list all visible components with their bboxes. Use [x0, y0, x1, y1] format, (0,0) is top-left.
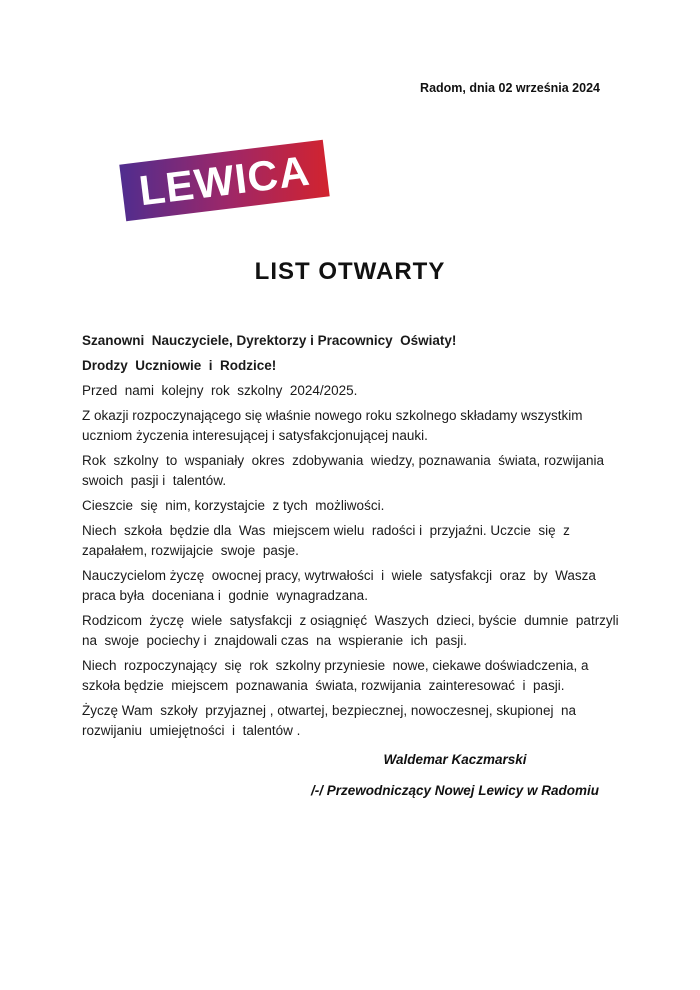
letter-title: LIST OTWARTY	[254, 258, 446, 285]
signature-block	[255, 751, 655, 800]
paragraph: Przed nami kolejny rok szkolny 2024/2025.	[82, 383, 358, 398]
paragraph: Niech rozpoczynający się rok szkolny przyniesie nowe, ciekawe doświadczenia, a szkoła będzie miejscem poznawania świata, rozwijania zainteresować i pasji.	[82, 658, 596, 693]
paragraph: Życzę Wam szkoły przyjaznej , otwartej, bezpiecznej, nowoczesnej, skupionej na rozwijaniu umiejętności i talentów .	[82, 703, 580, 738]
salutation-line: Drodzy Uczniowie i Rodzice!	[82, 358, 277, 373]
lewica-logo	[119, 140, 329, 222]
salutation-line: Szanowni Nauczyciele, Dyrektorzy i Pracownicy Oświaty!	[82, 333, 457, 348]
logo-area	[0, 142, 700, 222]
lewica-logo-text: LEWICA	[136, 146, 313, 214]
letter-body	[82, 331, 626, 741]
paragraph: Rodzicom życzę wiele satysfakcji z osiągnięć Waszych dzieci, byście dumnie patrzyli na swoje pociechy i znajdowali czas na wspieranie ich pasji.	[82, 613, 623, 648]
paragraph: Z okazji rozpoczynającego się właśnie nowego roku szkolnego składamy wszystkim uczniom życzenia interesującej i satysfakcjonującej nauki.	[82, 408, 587, 443]
signature-name: Waldemar Kaczmarski	[383, 752, 527, 767]
paragraph: Nauczycielom życzę owocnej pracy, wytrwałości i wiele satysfakcji oraz by Wasza praca była doceniana i godnie wynagradzana.	[82, 568, 604, 603]
dateline: Radom, dnia 02 września 2024	[420, 81, 600, 95]
signature-role: /-/ Przewodniczący Nowej Lewicy w Radomiu	[310, 783, 600, 798]
paragraph: Niech szkoła będzie dla Was miejscem wielu radości i przyjaźni. Uczcie się z zapałałem, rozwijajcie swoje pasje.	[82, 523, 574, 558]
paragraph: Rok szkolny to wspaniały okres zdobywania wiedzy, poznawania świata, rozwijania swoich pasji i talentów.	[82, 453, 608, 488]
paragraph: Cieszcie się nim, korzystajcie z tych możliwości.	[82, 498, 385, 513]
